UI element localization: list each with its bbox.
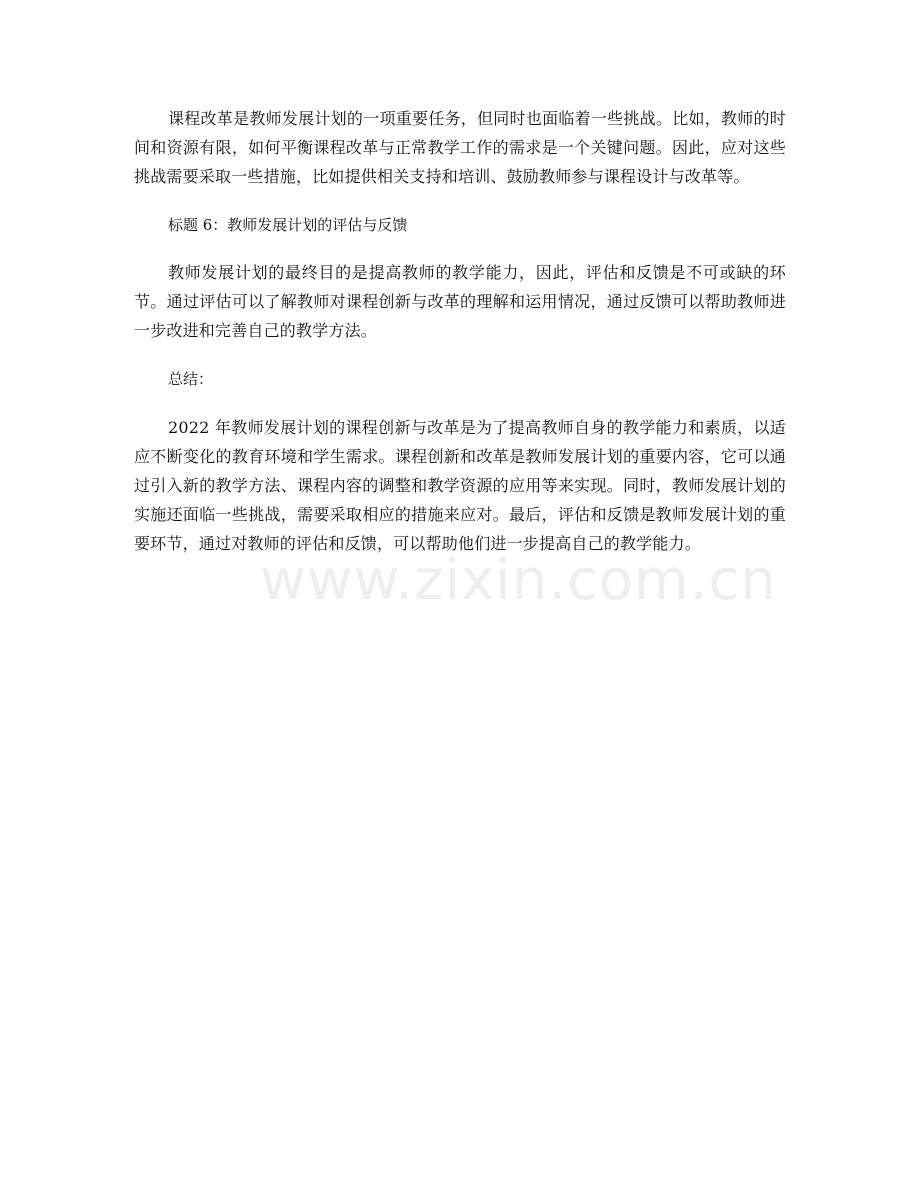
paragraph-evaluation-feedback: 教师发展计划的最终目的是提高教师的教学能力，因此，评估和反馈是不可或缺的环节。通过评估可以了解教师对课程创新与改革的理解和运用情况，通过反馈可以帮助教师进一步改进和完善自己的教学方法。 (134, 263, 786, 340)
paragraph-summary: 2022 年教师发展计划的课程创新与改革是为了提高教师自身的教学能力和素质，以适应不断变化的教育环境和学生需求。课程创新和改革是教师发展计划的重要内容，它可以通过引入新的教学方法、课程内容的调整和教学资源的应用等来实现。同时，教师发展计划的实施还面临一些挑战，需要采取相应的措施来应对。最后，评估和反馈是教师发展计划的重要环节，通过对教师的评估和反馈，可以帮助他们进一步提高自己的教学能力。 (134, 418, 786, 553)
summary-label: 总结： (168, 370, 214, 388)
watermark: www.zixin.com.cn (260, 548, 777, 613)
section-heading-6: 标题 6：教师发展计划的评估与反馈 (168, 216, 408, 234)
document-body (134, 104, 786, 558)
paragraph-course-reform-challenges: 课程改革是教师发展计划的一项重要任务，但同时也面临着一些挑战。比如，教师的时间和资源有限，如何平衡课程改革与正常教学工作的需求是一个关键问题。因此，应对这些挑战需要采取一些措施，比如提供相关支持和培训、鼓励教师参与课程设计与改革等。 (134, 109, 786, 186)
